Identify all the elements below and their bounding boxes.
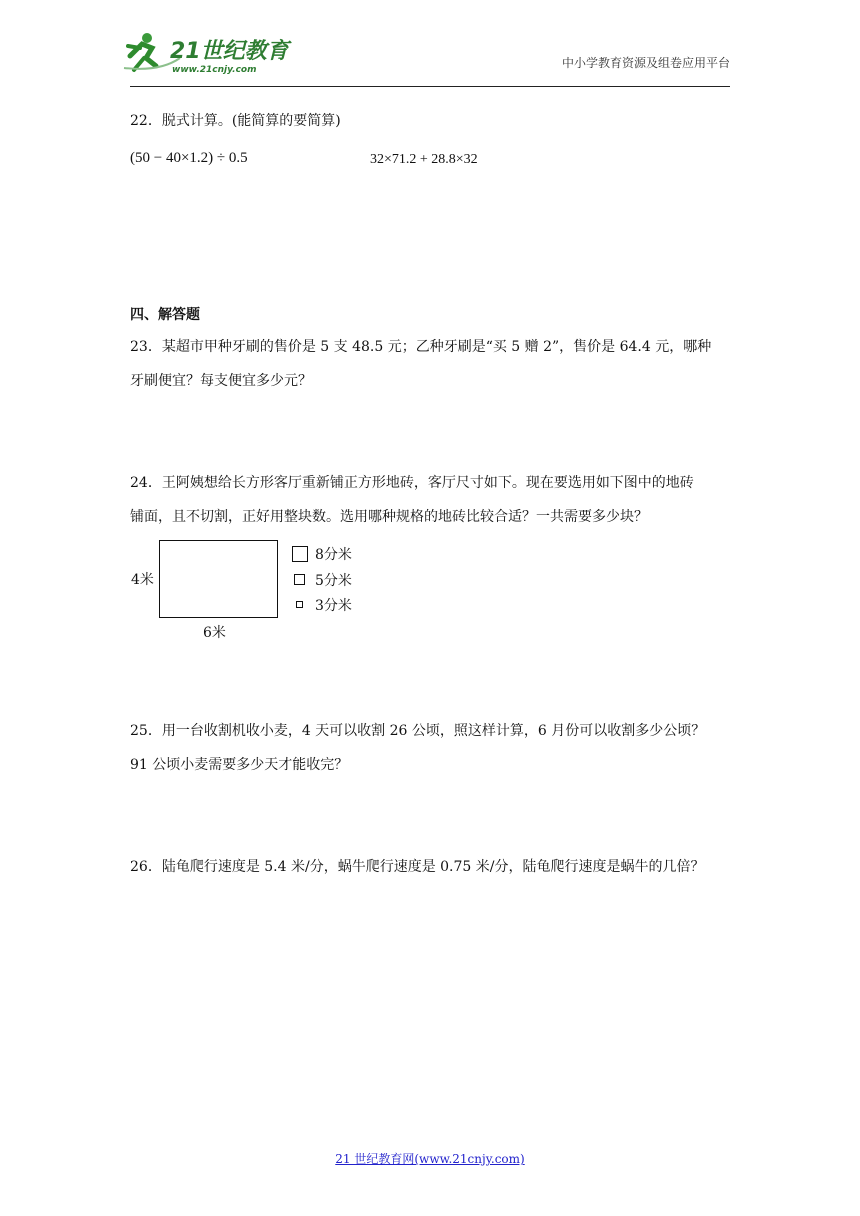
q24-line-2: 铺面，且不切割，正好用整块数。选用哪种规格的地砖比较合适？一共需要多少块？ — [130, 509, 648, 525]
q23-line-2: 牙刷便宜？每支便宜多少元？ — [130, 373, 312, 389]
tile-label-3dm: 3分米 — [315, 598, 352, 614]
tile-large-icon — [292, 546, 308, 562]
q25-line-2: 91 公顷小麦需要多少天才能收完？ — [130, 757, 349, 773]
tile-label-8dm: 8分米 — [315, 547, 352, 563]
room-figure — [130, 533, 370, 643]
q22-expression-2: 32×71.2 + 28.8×32 — [370, 152, 478, 167]
footer — [0, 1150, 860, 1167]
logo-text: 21世纪教育 — [170, 39, 289, 64]
q26-line-1: 26．陆龟爬行速度是 5.4 米/分，蜗牛爬行速度是 0.75 米/分，陆龟爬行速度是蜗牛的几倍？ — [130, 859, 705, 875]
tile-medium-icon — [294, 574, 305, 585]
room-width-label: 6米 — [203, 625, 226, 641]
site-logo — [120, 28, 300, 78]
q22-expression-1: (50 − 40×1.2) ÷ 0.5 — [130, 150, 248, 166]
platform-title: 中小学教育资源及组卷应用平台 — [561, 56, 730, 70]
tile-label-5dm: 5分米 — [315, 573, 352, 589]
room-rectangle — [159, 540, 278, 618]
tile-small-icon — [296, 601, 303, 608]
q23-line-1: 23．某超市甲种牙刷的售价是 5 支 48.5 元；乙种牙刷是“买 5 赠 2”，售价是 64.4 元，哪种 — [130, 339, 712, 355]
q22-title: 22．脱式计算。(能简算的要简算) — [130, 113, 341, 129]
q25-line-1: 25．用一台收割机收小麦，4 天可以收割 26 公顷，照这样计算，6 月份可以收割多少公顷？ — [130, 723, 706, 739]
section-title: 四、解答题 — [130, 307, 200, 323]
footer-link[interactable]: 21 世纪教育网(www.21cnjy.com) — [335, 1152, 525, 1166]
room-height-label: 4米 — [131, 572, 154, 588]
header-divider — [130, 86, 730, 87]
logo-url: www.21cnjy.com — [172, 65, 257, 75]
runner-logo-icon — [120, 28, 300, 78]
q24-line-1: 24．王阿姨想给长方形客厅重新铺正方形地砖，客厅尺寸如下。现在要选用如下图中的地砖 — [130, 475, 694, 491]
